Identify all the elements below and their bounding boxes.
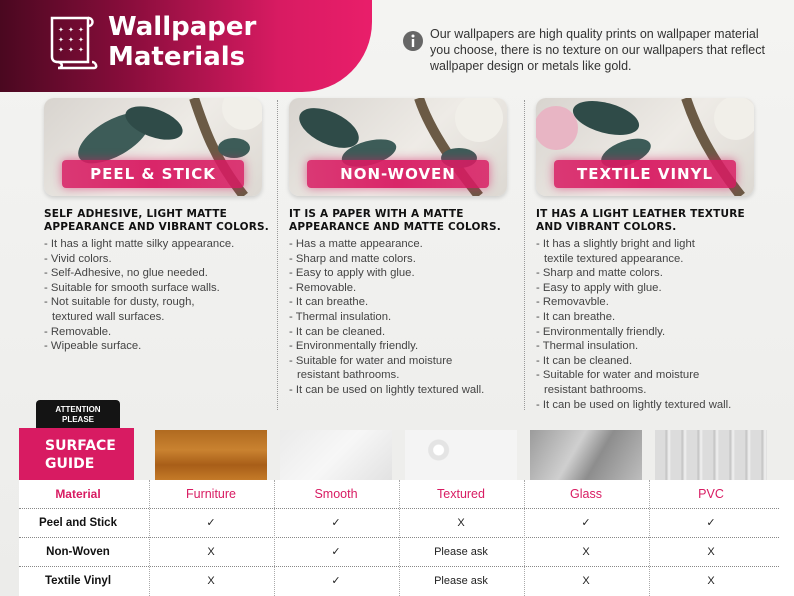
material-image-non-woven <box>289 98 507 196</box>
bullet: textile textured appearance. <box>544 252 684 265</box>
swatch-textured <box>405 430 517 480</box>
table-divider <box>149 480 150 596</box>
bullet: textured wall surfaces. <box>52 310 165 323</box>
material-bullets-textile-vinyl <box>536 237 776 412</box>
bullet: - Wipeable surface. <box>44 340 142 353</box>
bullet: - Sharp and matte colors. <box>536 267 663 280</box>
info-icon <box>402 30 424 52</box>
bullet: - It can be used on lightly textured wall. <box>289 383 485 396</box>
table-cell: X <box>707 546 715 558</box>
table-cell: ✓ <box>331 546 341 558</box>
svg-text:✦: ✦ <box>68 37 74 44</box>
bullet: - It has a light matte silky appearance. <box>44 238 235 250</box>
svg-text:✦: ✦ <box>68 27 74 34</box>
bullet: - Easy to apply with glue. <box>536 281 662 294</box>
material-heading-textile-vinyl: IT HAS A LIGHT LEATHER TEXTURE AND VIBRANT COLORS. <box>536 208 745 233</box>
guide-line-2: GUIDE <box>45 456 95 472</box>
info-text: Our wallpapers are high quality prints on wallpaper material you choose, there is no texture on our wallpapers that reflect wallpaper design or metals like gold. <box>430 27 765 73</box>
table-divider <box>274 480 275 596</box>
svg-text:✦: ✦ <box>78 37 84 44</box>
attention-line-2: PLEASE <box>61 415 94 424</box>
table-header-label: Material <box>55 487 101 501</box>
bullet: resistant bathrooms. <box>297 369 400 382</box>
table-divider <box>649 480 650 596</box>
column-header: PVC <box>698 487 724 501</box>
svg-text:✦: ✦ <box>68 47 74 54</box>
table-cell: ✓ <box>331 517 341 529</box>
svg-text:✦: ✦ <box>78 47 84 54</box>
wallpaper-roll-icon <box>44 12 100 72</box>
surface-guide-title <box>19 428 134 480</box>
bullet: - It can be cleaned. <box>536 354 633 367</box>
bullet: - It can be cleaned. <box>289 325 386 338</box>
swatch-pvc <box>655 430 767 480</box>
bullet: - Thermal insulation. <box>289 310 392 323</box>
bullet: - Suitable for smooth surface walls. <box>44 281 220 294</box>
material-heading-peel-stick: SELF ADHESIVE, LIGHT MATTE APPEARANCE AND VIBRANT COLORS. <box>44 208 269 233</box>
bullet: - It can be used on lightly textured wall. <box>536 398 732 411</box>
bullet: - Not suitable for dusty, rough, <box>44 296 195 309</box>
row-header: Peel and Stick <box>39 517 117 529</box>
title-line-2: Materials <box>108 42 246 72</box>
bullet: - Removavble. <box>536 296 609 309</box>
table-cell: ✓ <box>581 517 591 529</box>
table-cell: Please ask <box>434 575 488 587</box>
column-header: Glass <box>570 487 602 501</box>
column-header: Furniture <box>185 487 237 501</box>
material-bullets-non-woven <box>289 237 529 398</box>
bullet: - Environmentally friendly. <box>289 340 419 353</box>
material-image-peel-stick <box>44 98 262 196</box>
material-label-textile-vinyl: TEXTILE VINYL <box>554 160 736 188</box>
table-divider <box>524 480 525 596</box>
table-cell: X <box>582 575 590 587</box>
attention-badge <box>36 400 120 430</box>
bullet: - Suitable for water and moisture <box>536 369 700 382</box>
attention-line-1: ATTENTION <box>55 405 101 414</box>
bullet: - It can breathe. <box>536 310 616 323</box>
table-cell: ✓ <box>331 575 341 587</box>
material-heading-non-woven: IT IS A PAPER WITH A MATTE APPEARANCE AND MATTE COLORS. <box>289 208 501 233</box>
table-cell: X <box>207 546 215 558</box>
swatch-furniture <box>155 430 267 480</box>
header-banner <box>0 0 372 92</box>
table-cell: ✓ <box>706 517 716 529</box>
column-header: Textured <box>437 487 485 501</box>
column-header: Smooth <box>314 487 358 501</box>
svg-text:✦: ✦ <box>58 27 64 34</box>
bullet: resistant bathrooms. <box>544 383 647 396</box>
material-bullets-peel-stick <box>44 237 284 354</box>
bullet: - Thermal insulation. <box>536 340 639 353</box>
svg-text:✦: ✦ <box>78 27 84 34</box>
bullet: - It can breathe. <box>289 296 369 309</box>
material-column-textile-vinyl <box>536 98 776 412</box>
material-label-non-woven: NON-WOVEN <box>307 160 489 188</box>
bullet: - Environmentally friendly. <box>536 325 666 338</box>
swatch-smooth <box>280 430 392 480</box>
table-cell: X <box>582 546 590 558</box>
svg-text:✦: ✦ <box>58 37 64 44</box>
page-title <box>108 12 256 72</box>
column-divider <box>277 100 278 410</box>
guide-line-1: SURFACE <box>45 438 116 454</box>
svg-text:✦: ✦ <box>58 47 64 54</box>
material-image-textile-vinyl <box>536 98 754 196</box>
bullet: - Suitable for water and moisture <box>289 354 453 367</box>
bullet: - It has a slightly bright and light <box>536 238 695 250</box>
material-column-non-woven <box>289 98 529 398</box>
material-label-peel-stick: PEEL & STICK <box>62 160 244 188</box>
row-header: Textile Vinyl <box>44 575 112 587</box>
bullet: - Removable. <box>289 281 357 294</box>
swatch-glass <box>530 430 642 480</box>
table-divider <box>399 480 400 596</box>
title-line-1: Wallpaper <box>108 12 257 42</box>
row-header: Non-Woven <box>46 546 110 558</box>
table-cell: Please ask <box>434 546 488 558</box>
table-cell: ✓ <box>206 517 216 529</box>
material-column-peel-stick <box>44 98 284 354</box>
bullet: - Removable. <box>44 325 112 338</box>
surface-table <box>19 480 794 596</box>
bullet: - Sharp and matte colors. <box>289 252 416 265</box>
table-cell: X <box>707 575 715 587</box>
column-divider <box>524 100 525 410</box>
table-cell: X <box>207 575 215 587</box>
bullet: - Self-Adhesive, no glue needed. <box>44 267 208 280</box>
table-cell: X <box>457 517 465 529</box>
bullet: - Has a matte appearance. <box>289 238 423 250</box>
bullet: - Easy to apply with glue. <box>289 267 415 280</box>
bullet: - Vivid colors. <box>44 252 112 265</box>
